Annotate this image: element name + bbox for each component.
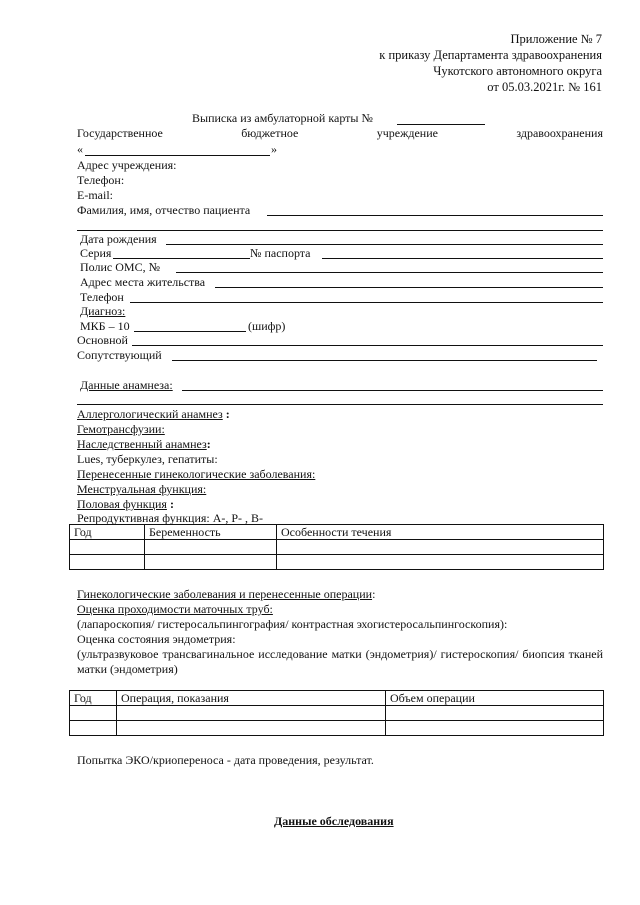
anamnesis-field-2[interactable] <box>77 404 603 405</box>
header-volume: Объем операции <box>386 691 604 706</box>
endometrium-methods-text: (ультразвуковое трансвагинальное исследование матки (эндометрия)/ гистероскопия/ биопсия тканей матки (эндометрия) <box>77 647 603 676</box>
gyn-ops-label: Гинекологические заболевания и перенесенные операции <box>77 587 373 601</box>
header-pregnancy: Беременность <box>145 525 277 540</box>
table-row <box>70 525 604 540</box>
endometrium-label: Оценка состояния эндометрия: <box>77 632 236 646</box>
mkb-field[interactable] <box>134 331 246 332</box>
header-operation: Операция, показания <box>117 691 386 706</box>
institution-line <box>77 126 603 141</box>
infections-label: Lues, туберкулез, гепатиты: <box>77 452 218 466</box>
table-cell[interactable] <box>386 706 604 721</box>
reproductive-label: Репродуктивная функция: А-, Р- , В- <box>77 511 264 525</box>
passport-label: № паспорта <box>250 246 311 260</box>
birth-date-field[interactable] <box>166 244 603 245</box>
diagnosis-label: Диагноз: <box>80 304 126 318</box>
institution-word-3: учреждение <box>376 126 438 140</box>
table-cell[interactable] <box>145 540 277 555</box>
table-row <box>70 706 604 721</box>
table-row <box>70 555 604 570</box>
series-field[interactable] <box>113 258 250 259</box>
patient-phone-field[interactable] <box>130 302 603 303</box>
table-cell[interactable] <box>117 721 386 736</box>
allergy-line <box>77 407 230 422</box>
series-label: Серия <box>80 246 112 260</box>
hereditary-line <box>77 437 211 452</box>
table-cell[interactable] <box>70 721 117 736</box>
sexual-label: Половая функция <box>77 497 167 511</box>
menstrual-label: Менструальная функция: <box>77 482 207 496</box>
sexual-line <box>77 497 174 512</box>
policy-field[interactable] <box>176 272 603 273</box>
quote-close: » <box>271 142 277 156</box>
appendix-number: Приложение № 7 <box>510 32 602 46</box>
region-name: Чукотского автономного округа <box>433 64 602 78</box>
main-diagnosis-field[interactable] <box>132 345 603 346</box>
concomitant-field[interactable] <box>172 360 597 361</box>
policy-label: Полис ОМС, № <box>80 260 161 274</box>
table-row <box>70 721 604 736</box>
institution-word-2: бюджетное <box>241 126 299 140</box>
operations-table <box>69 690 604 736</box>
table-cell[interactable] <box>70 555 145 570</box>
patient-phone-label: Телефон <box>80 290 124 304</box>
table-cell[interactable] <box>277 555 604 570</box>
patient-name-field[interactable] <box>267 215 603 216</box>
table-cell[interactable] <box>386 721 604 736</box>
institution-phone-label: Телефон: <box>77 173 125 187</box>
card-number-field[interactable] <box>397 124 485 125</box>
cipher-label: (шифр) <box>248 319 286 333</box>
order-date: от 05.03.2021г. № 161 <box>487 80 602 94</box>
exam-section-title: Данные обследования <box>274 814 394 828</box>
institution-address-label: Адрес учреждения: <box>77 158 177 172</box>
patient-name-field-2[interactable] <box>77 230 603 231</box>
patient-name-label: Фамилия, имя, отчество пациента <box>77 203 251 217</box>
hereditary-label: Наследственный анамнез <box>77 437 207 451</box>
table-cell[interactable] <box>70 706 117 721</box>
institution-name-field[interactable] <box>85 155 270 156</box>
birth-date-label: Дата рождения <box>80 232 157 246</box>
document-title: Выписка из амбулаторной карты № <box>192 111 373 125</box>
allergy-label: Аллергологический анамнез <box>77 407 223 421</box>
header-year: Год <box>70 525 145 540</box>
ivf-text: Попытка ЭКО/криопереноса - дата проведения, результат. <box>77 753 374 767</box>
concomitant-label: Сопутствующий <box>77 348 162 362</box>
residence-field[interactable] <box>215 287 603 288</box>
passport-field[interactable] <box>322 258 603 259</box>
anamnesis-label: Данные анамнеза: <box>80 378 173 392</box>
quote-open: « <box>77 142 83 156</box>
institution-word-1: Государственное <box>77 126 163 140</box>
table-row <box>70 691 604 706</box>
tube-methods-text: (лапароскопия/ гистеросальпингография/ контрастная эхогистеросальпингоскопия): <box>77 617 508 631</box>
main-diagnosis-label: Основной <box>77 333 128 347</box>
pregnancy-table <box>69 524 604 570</box>
table-cell[interactable] <box>117 706 386 721</box>
table-cell[interactable] <box>145 555 277 570</box>
gyn-ops-colon: : <box>372 587 376 601</box>
residence-label: Адрес места жительства <box>80 275 206 289</box>
table-cell[interactable] <box>277 540 604 555</box>
allergy-colon: : <box>222 407 230 421</box>
header-course: Особенности течения <box>277 525 604 540</box>
anamnesis-field[interactable] <box>182 390 603 391</box>
gyn-past-label: Перенесенные гинекологические заболевания: <box>77 467 316 481</box>
table-cell[interactable] <box>70 540 145 555</box>
transfusion-label: Гемотрансфузии: <box>77 422 165 436</box>
tube-patency-label: Оценка проходимости маточных труб: <box>77 602 273 616</box>
hereditary-colon: : <box>206 437 211 451</box>
institution-word-4: здравоохранения <box>516 126 603 140</box>
table-row <box>70 540 604 555</box>
order-reference: к приказу Департамента здравоохранения <box>379 48 602 62</box>
mkb-label: МКБ – 10 <box>80 319 130 333</box>
sexual-colon: : <box>166 497 174 511</box>
institution-email-label: E-mail: <box>77 188 113 202</box>
gyn-ops-line <box>77 587 375 602</box>
header-year: Год <box>70 691 117 706</box>
